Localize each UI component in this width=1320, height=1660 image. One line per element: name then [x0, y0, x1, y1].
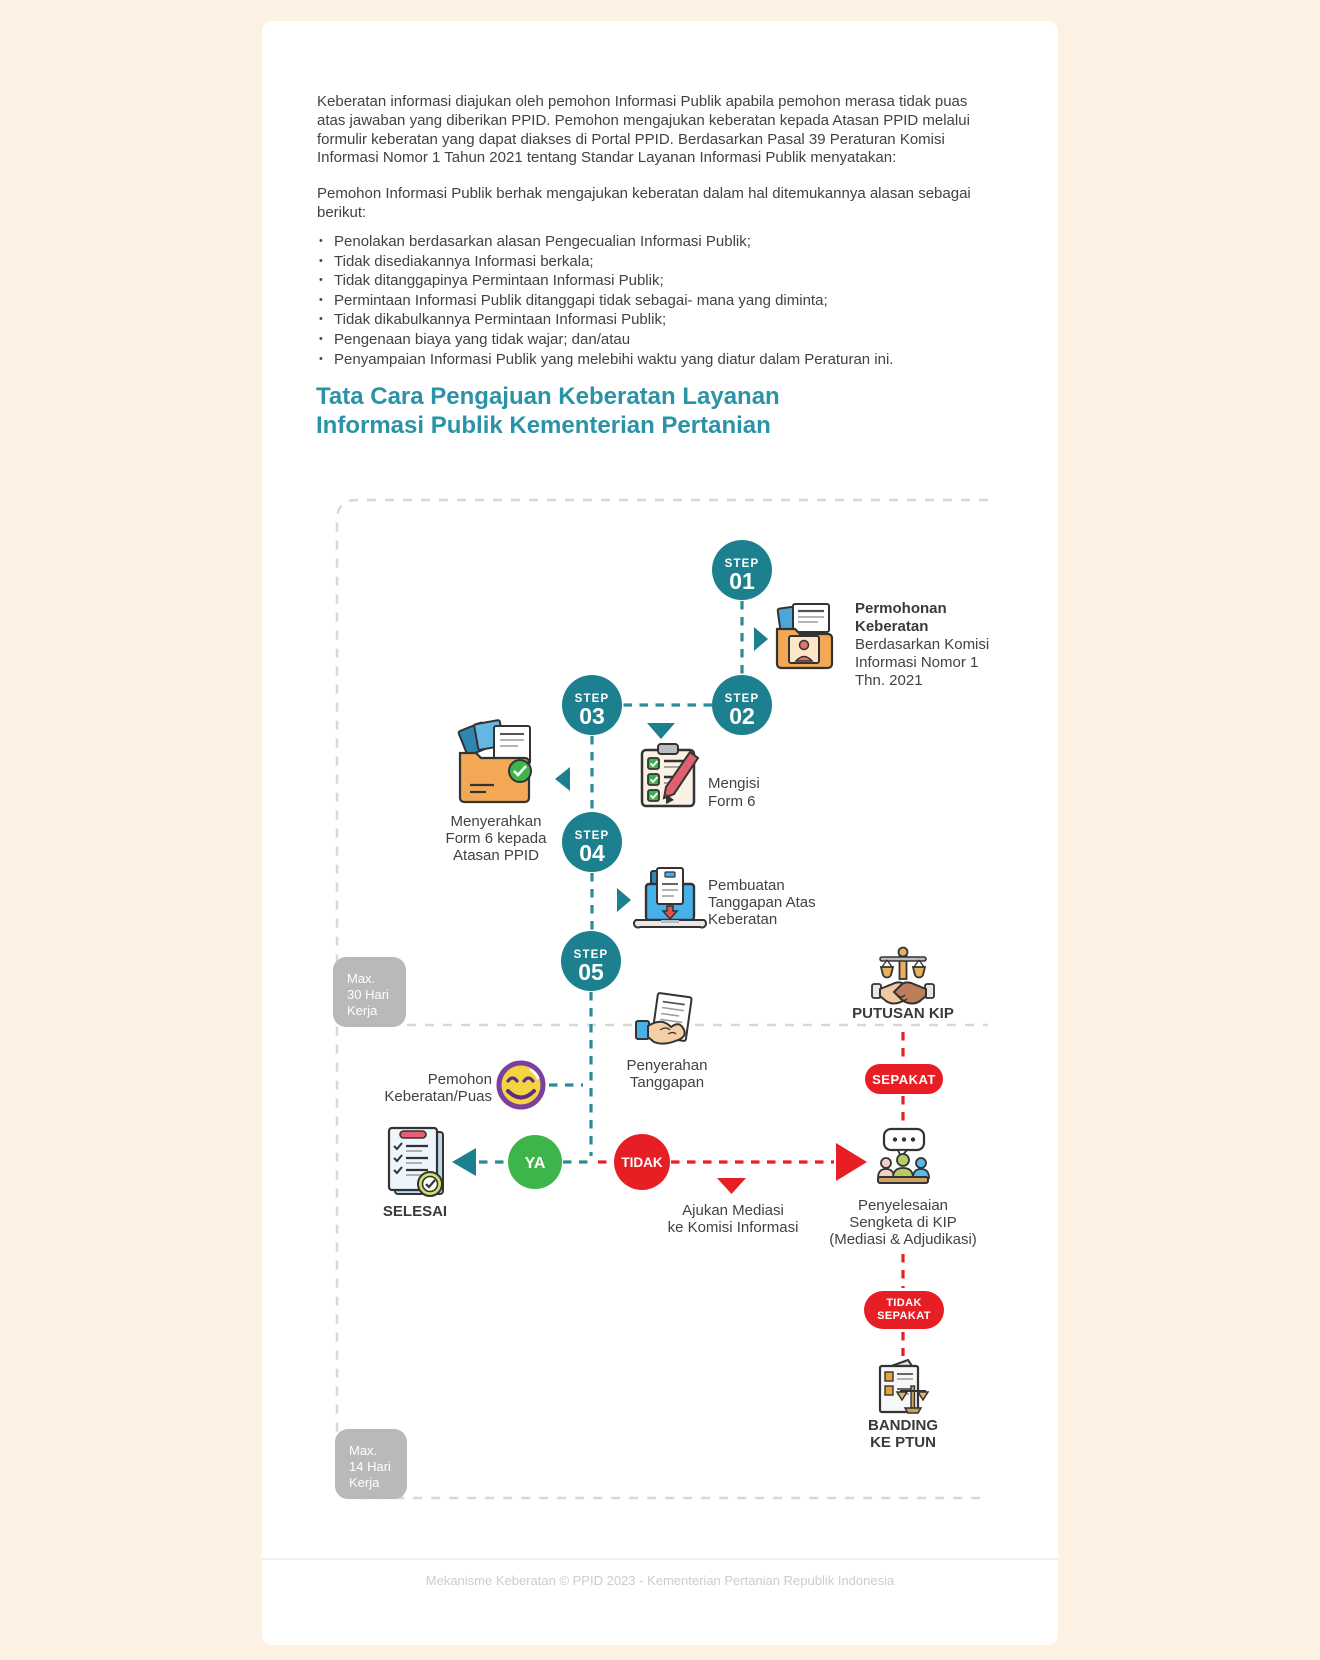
ya-circle — [508, 1135, 562, 1189]
svg-text:Berdasarkan Komisi: Berdasarkan Komisi — [855, 636, 990, 653]
penyerahan-label — [627, 1057, 708, 1091]
step-3-number: 03 — [579, 703, 605, 729]
svg-text:Tanggapan: Tanggapan — [629, 1074, 705, 1091]
max-14-days-badge — [335, 1429, 407, 1499]
completed-checklist-icon — [389, 1128, 443, 1196]
banding-label — [868, 1417, 938, 1451]
complaint-folder-icon — [777, 604, 832, 668]
svg-text:Mengisi: Mengisi — [708, 775, 760, 792]
list-item: • Tidak dikabulkannya Permintaan Informasi Publik; — [319, 310, 999, 330]
form-clipboard-icon — [642, 744, 698, 806]
selesai-label: SELESAI — [382, 1203, 448, 1220]
svg-text:(Mediasi & Adjudikasi): (Mediasi & Adjudikasi) — [829, 1231, 977, 1248]
page-title-line2: Informasi Publik Kementerian Pertanian — [316, 412, 771, 439]
svg-text:Pemohon: Pemohon — [427, 1071, 492, 1088]
penyelesaian-label — [829, 1197, 977, 1248]
svg-text:Kerja: Kerja — [347, 1003, 378, 1018]
svg-text:Menyerahkan: Menyerahkan — [450, 813, 542, 830]
step-4-number: 04 — [579, 840, 605, 866]
step-2-circle — [712, 675, 772, 735]
svg-text:Thn. 2021: Thn. 2021 — [855, 672, 923, 689]
svg-text:BANDING: BANDING — [868, 1417, 938, 1434]
svg-text:Informasi Nomor 1: Informasi Nomor 1 — [855, 654, 979, 671]
step-4-label: STEP — [574, 830, 610, 842]
list-item: • Penyampaian Informasi Publik yang melebihi waktu yang diatur dalam Peraturan ini. — [319, 350, 999, 370]
satisfied-smiley-icon — [499, 1063, 543, 1107]
pemohon-label — [384, 1071, 492, 1105]
svg-text:Form 6: Form 6 — [708, 793, 756, 810]
ajukan-mediasi-label — [668, 1202, 799, 1236]
svg-text:Keberatan/Puas: Keberatan/Puas — [384, 1088, 492, 1105]
svg-text:Pembuatan: Pembuatan — [708, 877, 785, 894]
svg-text:ke Komisi Informasi: ke Komisi Informasi — [667, 1219, 799, 1236]
mediation-meeting-icon — [878, 1129, 929, 1183]
svg-text:14 Hari: 14 Hari — [349, 1459, 391, 1474]
svg-text:SEPAKAT: SEPAKAT — [872, 1072, 936, 1087]
svg-text:Ajukan Mediasi: Ajukan Mediasi — [682, 1202, 784, 1219]
permohonan-label — [855, 600, 989, 689]
ya-label: YA — [524, 1155, 546, 1172]
svg-text:Keberatan: Keberatan — [855, 618, 929, 635]
footer-credit: Mekanisme Keberatan © PPID 2023 - Kementerian Pertanian Republik Indonesia — [425, 1573, 895, 1588]
laptop-response-icon — [634, 868, 706, 928]
svg-text:Form 6 kepada: Form 6 kepada — [445, 830, 547, 847]
arrow-right-icon — [617, 888, 631, 912]
list-item: • Permintaan Informasi Publik ditanggapi tidak sebagai- mana yang diminta; — [319, 291, 999, 311]
step-5-circle — [561, 931, 621, 991]
content-card — [262, 21, 1058, 1645]
tidak-sepakat-badge — [864, 1291, 944, 1329]
list-item: • Penolakan berdasarkan alasan Pengecualian Informasi Publik; — [319, 232, 999, 252]
step-3-circle — [562, 675, 622, 735]
svg-text:30 Hari: 30 Hari — [347, 987, 389, 1002]
page-title-line1: Tata Cara Pengajuan Keberatan Layanan — [316, 383, 780, 410]
mengisi-label — [708, 775, 760, 810]
svg-text:Kerja: Kerja — [349, 1475, 380, 1490]
step-1-label: STEP — [724, 558, 760, 570]
pembuatan-label — [708, 877, 816, 928]
arrow-right-icon — [754, 627, 768, 651]
sepakat-badge — [865, 1064, 943, 1094]
arrow-left-big-icon — [452, 1148, 476, 1176]
svg-text:Max.: Max. — [347, 971, 376, 986]
svg-text:Tanggapan Atas: Tanggapan Atas — [708, 894, 816, 911]
scales-handshake-icon — [872, 948, 934, 1004]
menyerahkan-label — [446, 813, 548, 864]
svg-text:Sengketa di KIP: Sengketa di KIP — [849, 1214, 957, 1231]
tidak-circle — [614, 1134, 670, 1190]
page-title — [316, 382, 780, 440]
step-2-label: STEP — [724, 693, 760, 705]
svg-text:SEPAKAT: SEPAKAT — [877, 1310, 931, 1322]
svg-text:Keberatan: Keberatan — [708, 911, 778, 928]
list-item: • Tidak disediakannya Informasi berkala; — [319, 252, 999, 272]
step-1-number: 01 — [729, 568, 755, 594]
svg-text:Atasan PPID: Atasan PPID — [453, 847, 539, 864]
step-1-circle — [712, 540, 772, 600]
arrow-down-icon — [647, 723, 675, 739]
arrow-left-icon — [555, 767, 570, 791]
tidak-label: TIDAK — [621, 1155, 663, 1170]
arrow-right-big-red-icon — [836, 1143, 867, 1181]
list-item: • Tidak ditanggapinya Permintaan Informasi Publik; — [319, 271, 999, 291]
arrow-down-red-icon — [717, 1178, 746, 1194]
rights-paragraph: Pemohon Informasi Publik berhak mengajukan keberatan dalam hal ditemukannya alasan sebagai berikut: — [317, 185, 971, 221]
step-4-circle — [562, 812, 622, 872]
flowchart-svg — [262, 475, 1058, 1525]
svg-text:Permohonan: Permohonan — [855, 600, 947, 617]
step-5-label: STEP — [573, 949, 609, 961]
handover-document-icon — [636, 993, 692, 1044]
svg-text:Max.: Max. — [349, 1443, 378, 1458]
intro-paragraph: Keberatan informasi diajukan oleh pemohon Informasi Publik apabila pemohon merasa tidak puas atas jawaban yang diberikan PPID. Pemohon mengajukan keberatan kepada Atasan PPID melalui formulir keberatan yang dapat diakses di Portal PPID. Berdasarkan Pasal 39 Peraturan Komisi Informasi Nomor 1 Tahun 2021 tentang Standar Layanan Informasi Publik menyatakan: — [317, 93, 970, 167]
svg-text:TIDAK: TIDAK — [886, 1297, 922, 1309]
svg-text:KE PTUN: KE PTUN — [870, 1434, 936, 1451]
max-30-days-badge — [333, 957, 406, 1027]
svg-text:Penyelesaian: Penyelesaian — [857, 1197, 949, 1214]
objection-reasons-list — [319, 232, 999, 369]
list-item: • Pengenaan biaya yang tidak wajar; dan/atau — [319, 330, 999, 350]
step-2-number: 02 — [729, 703, 755, 729]
svg-text:Penyerahan: Penyerahan — [626, 1057, 708, 1074]
putusan-kip-label: PUTUSAN KIP — [852, 1005, 954, 1022]
submit-folder-icon — [458, 720, 531, 802]
step-3-label: STEP — [574, 693, 610, 705]
court-appeal-icon — [880, 1360, 928, 1413]
step-5-number: 05 — [578, 959, 604, 985]
footer-divider — [262, 1558, 1058, 1560]
